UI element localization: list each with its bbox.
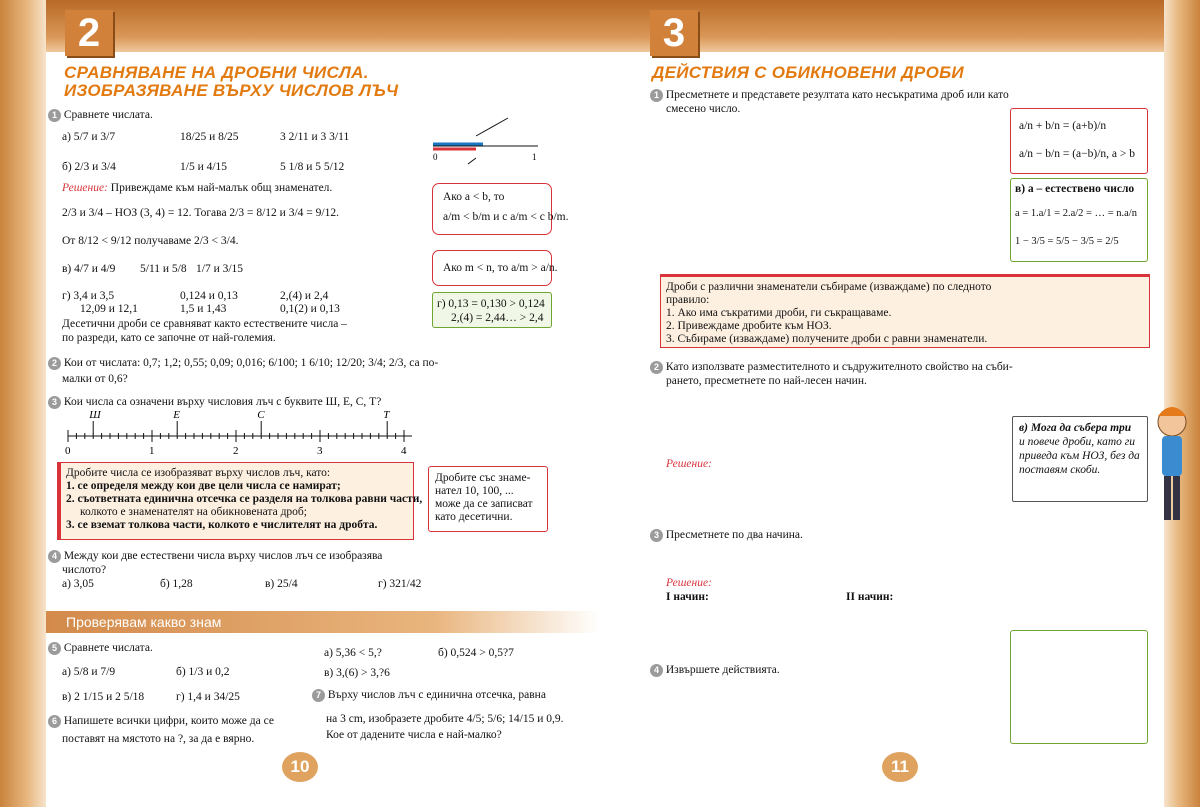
page-number: 11: [882, 752, 918, 782]
task-text: Като използвате разместителното и съдружителното свойство на съби-: [665, 361, 1013, 373]
note-text: като десетични.: [435, 511, 513, 523]
method-2-label: II начин:: [846, 591, 894, 603]
tip-text: и повече дроби, като ги: [1019, 436, 1135, 448]
multiplication-rule-box: [1010, 630, 1148, 744]
task-3: 3 Пресметнете по два начина.: [650, 528, 803, 542]
solution-text: Привеждаме към най-малък общ знаменател.: [110, 182, 333, 194]
check-section-title: Проверявам какво знам: [66, 614, 222, 630]
item: б) 1/3 и 0,2: [176, 666, 230, 678]
rule-text: 3. се вземат толкова части, колкото е числителят на дробта.: [66, 519, 378, 531]
rule-accent-bar: [57, 462, 61, 540]
task-1: 1 Сравнете числата.: [48, 108, 153, 122]
solution-label-text: Решение:: [666, 458, 712, 470]
task-text: Напишете всички цифри, които може да се: [63, 715, 274, 727]
item: а) 5/8 и 7/9: [62, 666, 116, 678]
number-ray: [60, 408, 420, 458]
task-text: числото?: [62, 564, 107, 576]
rule-text: a/m < b/m и c a/m < c b/m.: [443, 211, 569, 223]
item: а) 3,05: [62, 578, 94, 590]
task-text: Между кои две естествени числа върху числов лъч се изобразява: [63, 550, 383, 562]
ray-number: 4: [401, 445, 407, 457]
tip-text: поставям скоби.: [1019, 464, 1101, 476]
lesson-title: ДЕЙСТВИЯ С ОБИКНОВЕНИ ДРОБИ: [652, 63, 964, 82]
chapter-number: 3: [650, 10, 698, 56]
rule-text: Дроби с различни знаменатели събираме (изваждаме) по следното: [666, 281, 992, 293]
rule-formula: a/n + b/n = (a+b)/n: [1019, 120, 1107, 132]
addition-rule-box: [1010, 108, 1148, 174]
rule-text: 2. Привеждаме дробите към НОЗ.: [666, 320, 832, 332]
task-text: Сравнете числата.: [63, 109, 153, 121]
lesson-title-line1: СРАВНЯВАНЕ НА ДРОБНИ ЧИСЛА.: [64, 63, 369, 82]
rule-text: 3. Събираме (изваждаме) получените дроби с равни знаменатели.: [666, 333, 988, 345]
task-text: малки от 0,6?: [62, 373, 128, 385]
ray-number: 2: [233, 445, 239, 457]
task-7: 7 Върху числов лъч с единична отсечка, равна: [312, 688, 546, 702]
ray-number: 1: [149, 445, 155, 457]
solution-line: [62, 181, 332, 195]
svg-text:1: 1: [532, 152, 537, 162]
item: 0,1(2) и 0,13: [280, 303, 340, 315]
note-text: нател 10, 100, ...: [435, 485, 514, 497]
rule-formula: 1 − 3/5 = 5/5 − 3/5 = 2/5: [1015, 236, 1119, 247]
task-2: 2 Като използвате разместителното и съдружителното свойство на съби-: [650, 360, 1013, 374]
rule-box-denominator: [432, 250, 558, 286]
task-text: поставят на мястото на ?, за да е вярно.: [62, 733, 255, 745]
task-4: 4 Между кои две естествени числа върху числов лъч се изобразява: [48, 549, 382, 563]
note-text: може да се записват: [435, 498, 533, 510]
task-text: на 3 cm, изобразете дробите 4/5; 5/6; 14/15 и 0,9.: [326, 713, 564, 725]
solution-label: Решение:: [62, 182, 108, 194]
box-title: в) a – естествено число: [1015, 183, 1135, 195]
page-number: 10: [282, 752, 318, 782]
task-text: Пресметнете по два начина.: [665, 529, 803, 541]
task-text: Извършете действията.: [665, 664, 780, 676]
rule-box-comparison: [432, 183, 569, 235]
item: 2,(4) и 2,4: [280, 290, 329, 302]
item: в) 3,(6) > 3,?6: [324, 667, 390, 679]
ray-letter: Ш: [89, 409, 101, 421]
task-2: 2 Кои от числата: 0,7; 1,2; 0,55; 0,09; 0,016; 6/100; 1 6/10; 12/20; 3/4; 2/3, са по-: [48, 356, 438, 370]
solution-label: [666, 457, 712, 471]
method-1-label: I начин:: [666, 591, 709, 603]
item: 1/5 и 4/15: [180, 161, 228, 173]
answer-text: г) 0,13 = 0,130 > 0,124: [437, 298, 545, 310]
note-text: Дробите със знаме-: [435, 472, 531, 484]
left-header-band: [46, 0, 600, 52]
rule-text: Дробите числа се изобразяват върху числов лъч, като:: [66, 467, 331, 479]
right-page: [600, 0, 1200, 807]
rule-text: 1. Ако има съкратими дроби, ги съкращаваме.: [666, 307, 892, 319]
item: 0,124 и 0,13: [180, 290, 238, 302]
rule-formula: a/n − b/n = (a−b)/n, a > b: [1019, 148, 1135, 160]
tip-text: в) Мога да събера три: [1019, 422, 1132, 434]
task-text: Кое от дадените числа е най-малко?: [326, 729, 502, 741]
answer-text: 2,(4) = 2,44… > 2,4: [451, 312, 544, 324]
rule-text: Ако a < b, то: [443, 191, 505, 203]
decimal-note-box: [428, 466, 548, 532]
task-text: Пресметнете и представете резултата като несъкратима дроб или като: [665, 89, 1009, 101]
item: 1,5 и 1,43: [180, 303, 227, 315]
ray-number: 3: [317, 445, 323, 457]
rule-text: Десетични дроби се сравняват както естествените числа –: [62, 318, 347, 330]
solution-text: 2/3 и 3/4 – НОЗ (3, 4) = 12. Тогава 2/3 = 8/12 и 3/4 = 9/12.: [62, 207, 339, 219]
rule-text: по разреди, като се започне от най-големия.: [62, 332, 276, 344]
item: б) 0,524 > 0,5?7: [438, 647, 514, 659]
rule-formula: a = 1.a/1 = 2.a/2 = … = n.a/n: [1015, 208, 1137, 219]
solution-label: [666, 576, 712, 590]
rule-text: 2. съответната единична отсечка се разделя на толкова равни части,: [66, 493, 423, 505]
item: 5 1/8 и 5 5/12: [280, 161, 345, 173]
rule-text: колкото е знаменателят на обикновената дроб;: [80, 506, 307, 518]
ray-letter: Е: [173, 409, 180, 421]
item: 18/25 и 8/25: [180, 131, 239, 143]
task-3: 3 Кои числа са означени върху числовия лъч с буквите Ш, Е, С, Т?: [48, 395, 381, 409]
ray-letter: Т: [383, 409, 390, 421]
item: г) 1,4 и 34/25: [176, 691, 240, 703]
item: а) 5/7 и 3/7: [62, 131, 116, 143]
item: 3 2/11 и 3 3/11: [280, 131, 350, 143]
item: б) 1,28: [160, 578, 193, 590]
task-text: Сравнете числата.: [63, 642, 153, 654]
natural-number-box: [1010, 178, 1148, 262]
item: 5/11 и 5/8: [140, 263, 187, 275]
task-text: Кои от числата: 0,7; 1,2; 0,55; 0,09; 0,016; 6/100; 1 6/10; 12/20; 3/4; 2/3, са по-: [63, 357, 439, 369]
tip-box: [1012, 416, 1148, 502]
tip-text: приведа към НОЗ, без да: [1019, 450, 1140, 462]
svg-text:0: 0: [433, 152, 438, 162]
task-text: смесено число.: [666, 103, 741, 115]
chapter-number: 2: [65, 10, 113, 56]
task-5: 5 Сравнете числата.: [48, 641, 153, 655]
item: а) 5,36 < 5,?: [324, 647, 382, 659]
rule-text: 1. се определя между кои две цели числа се намират;: [66, 480, 341, 492]
answer-box: [432, 292, 552, 328]
item: в) 25/4: [265, 578, 298, 590]
lesson-title-line2: ИЗОБРАЗЯВАНЕ ВЪРХУ ЧИСЛОВ ЛЪЧ: [64, 81, 399, 100]
rule-text: Ако m < n, то a/m > a/n.: [443, 262, 558, 274]
rule-accent-bar: [660, 274, 1150, 277]
boy-illustration: [1148, 398, 1196, 528]
task-6: 6 Напишете всички цифри, които може да се: [48, 714, 274, 728]
task-text: Кои числа са означени върху числовия лъч с буквите Ш, Е, С, Т?: [63, 396, 382, 408]
ray-number: 0: [65, 445, 71, 457]
ray-letter: С: [257, 409, 265, 421]
task-1: 1 Пресметнете и представете резултата като несъкратима дроб или като: [650, 88, 1009, 102]
item: г) 321/42: [378, 578, 422, 590]
task-4: 4 Извършете действията.: [650, 663, 780, 677]
item: 12,09 и 12,1: [80, 303, 138, 315]
item: б) 2/3 и 3/4: [62, 161, 116, 173]
solution-label-text: Решение:: [666, 577, 712, 589]
item: в) 4/7 и 4/9: [62, 263, 116, 275]
item: 1/7 и 3/15: [196, 263, 244, 275]
task-text: рането, пресметнете по най-лесен начин.: [666, 375, 867, 387]
item: в) 2 1/15 и 2 5/18: [62, 691, 145, 703]
left-decorative-sidebar: [0, 0, 46, 807]
mini-number-ray: [428, 106, 548, 176]
rule-text: правило:: [666, 294, 710, 306]
item: г) 3,4 и 3,5: [62, 290, 115, 302]
task-text: Върху числов лъч с единична отсечка, равна: [327, 689, 546, 701]
solution-text: От 8/12 < 9/12 получаваме 2/3 < 3/4.: [62, 235, 239, 247]
